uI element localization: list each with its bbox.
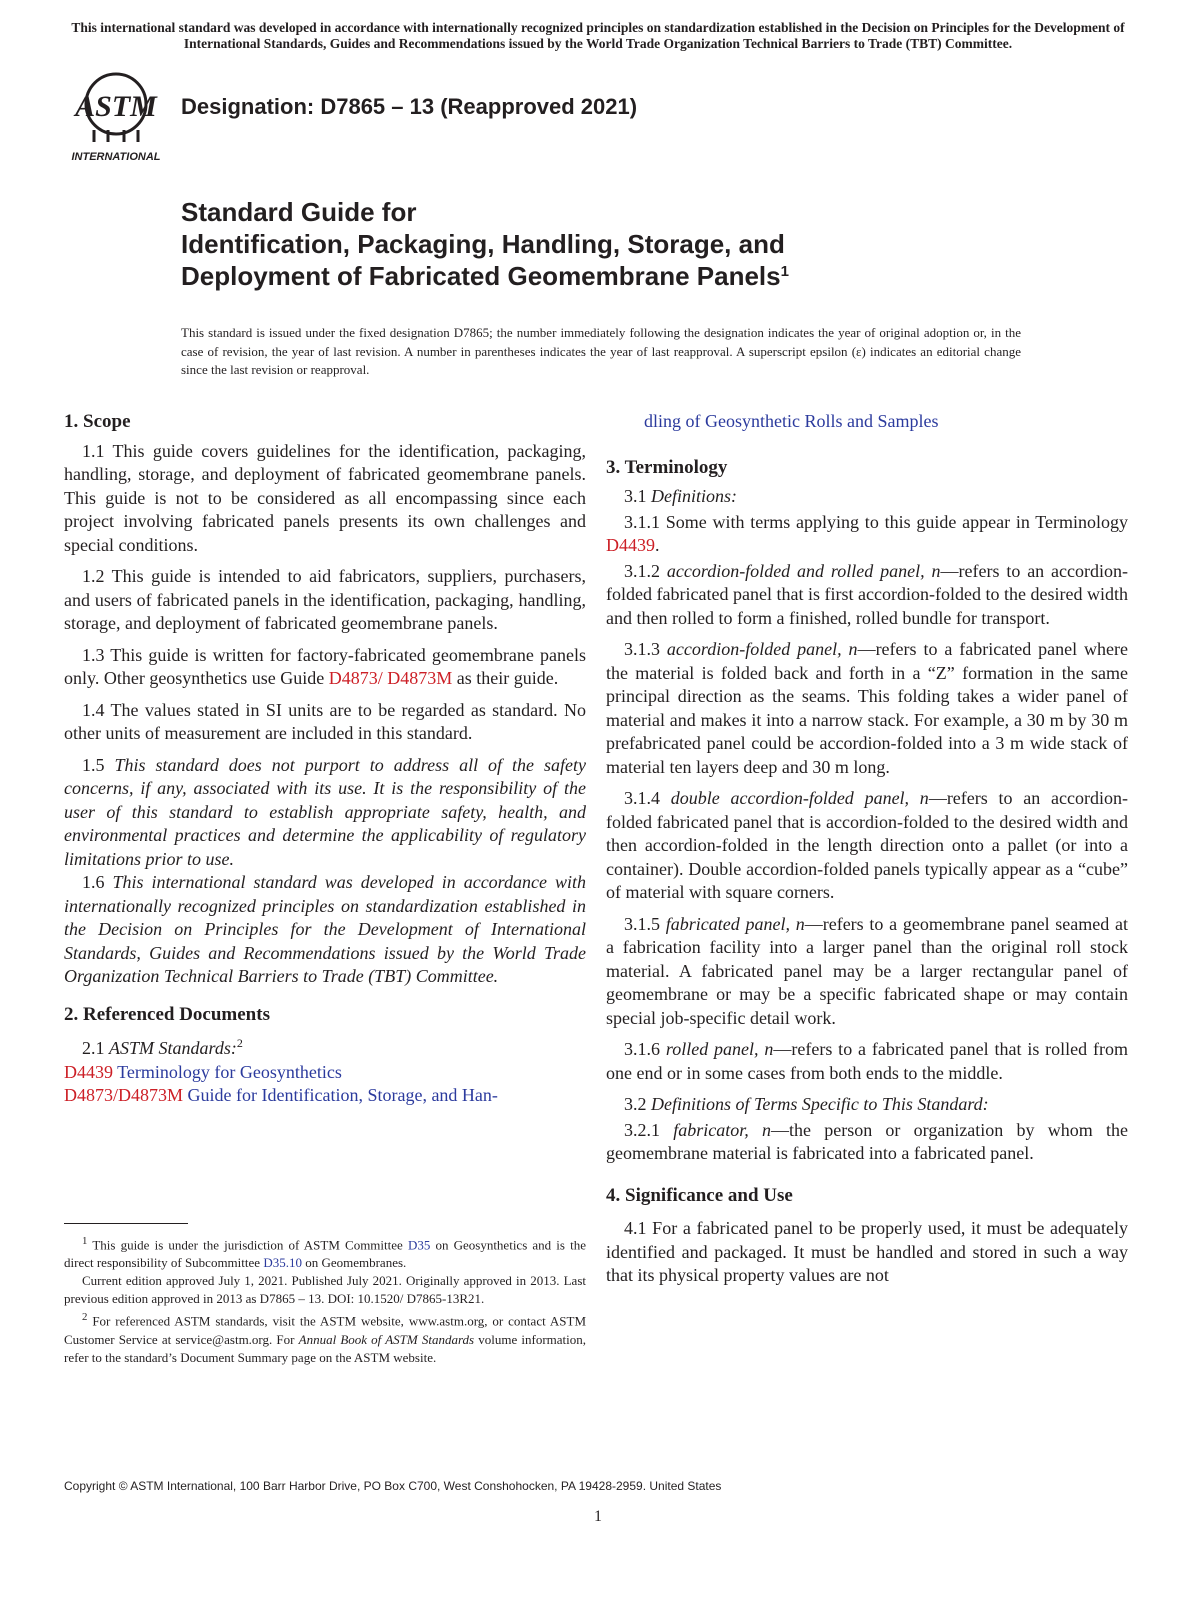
- footnotes: [64, 1232, 586, 1367]
- title-line-3: [181, 260, 1081, 292]
- para-3-1-1-text: 3.1.1 Some with terms applying to this guide appear in Terminology: [624, 511, 1128, 532]
- astm-logo: [64, 70, 168, 166]
- page-number: 1: [594, 1508, 602, 1525]
- link-d4873[interactable]: D4873/ D4873M: [328, 668, 453, 688]
- para-1-2: 1.2 This guide is intended to aid fabricators, suppliers, purchasers, and users of fabricated panels in the identification, packaging, handling, storage, and deployment of fabricated geomembrane panels.: [64, 566, 586, 633]
- footnote-2-sup: 2: [82, 1311, 88, 1324]
- para-1-5: [64, 754, 586, 872]
- para-3-1-text: Definitions:: [651, 486, 737, 506]
- para-1-3-tail: as their guide.: [452, 668, 559, 688]
- para-2-1: [64, 1032, 586, 1061]
- ref-d4873-title-cont[interactable]: dling of Geosynthetic Rolls and Samples: [644, 411, 939, 431]
- para-3-1-3: [606, 638, 1128, 779]
- para-3-2-text: Definitions of Terms Specific to This Standard:: [651, 1094, 989, 1114]
- section-2-heading: 2. Referenced Documents: [64, 1003, 270, 1025]
- para-2-1-text: ASTM Standards:: [109, 1038, 237, 1058]
- link-d4439[interactable]: D4439: [64, 1061, 113, 1082]
- para-1-1: 1.1 This guide covers guidelines for the identification, packaging, handling, storage, and deployment of fabricated geomembrane panels. This guide is not to be considered as all encompassing since each project involving fabricated panels presents its own challenges and special conditions.: [64, 440, 586, 555]
- para-3-1-3-text: —refers to a fabricated panel where the material is folded back and forth in a “Z” formation in the same principal direction as the seams. This folding takes a wider panel of material and makes it into a narrow stack. For example, a 30 m by 30 m prefabricated panel could be accordion-folded into a 3 m wide stack of material ten layers deep and 30 m long.: [606, 639, 1129, 777]
- footnote-1-edition: Current edition approved July 1, 2021. Published July 2021. Originally approved in 2013. Last previous edition approved in 2013 as D7865 – 13. DOI: 10.1520/ D7865-13R21.: [64, 1273, 586, 1307]
- astm-logo-icon: [64, 70, 168, 166]
- footnote-1-text-a: This guide is under the jurisdiction of ASTM Committee: [87, 1237, 408, 1253]
- footnote-divider: [64, 1223, 188, 1224]
- copyright-line: Copyright © ASTM International, 100 Barr Harbor Drive, PO Box C700, West Conshohocken, PA 19428-2959. United States: [64, 1479, 722, 1493]
- footnote-2-text-b: volume information, refer to the standard’s Document Summary page on the ASTM website.: [64, 1331, 586, 1365]
- para-3-1-1: [606, 511, 1128, 558]
- footnote-1-text-c: on Geomembranes.: [301, 1255, 407, 1271]
- term-double-accordion: double accordion-folded panel, n: [670, 788, 929, 808]
- logo-letters: ASTM: [75, 90, 157, 123]
- para-3-1-2: [606, 560, 1128, 631]
- link-d35-10[interactable]: D35.10: [263, 1255, 302, 1271]
- section-4-heading: 4. Significance and Use: [606, 1184, 793, 1206]
- para-1-6-text: This international standard was developed in accordance with internationally recognized principles on standardization established in the Decision on Principles for the Development of International Standards, Guides and Recommendations issued by the World Trade Organization Technical Barriers to Trade (TBT) Committee.: [64, 872, 586, 986]
- para-3-1-3-num: 3.1.3: [624, 639, 667, 659]
- para-3-1-4-text: —refers to an accordion-folded fabricated panel that is accordion-folded to the desired width and then accordion-folded in the length direction onto a pallet (or into a container). Double accordion-folded panels typically appear as a “cube” of material with square corners.: [606, 788, 1128, 902]
- para-2-1-num: 2.1: [82, 1038, 109, 1058]
- reference-d4873: [64, 1084, 586, 1108]
- title-line-2: Identification, Packaging, Handling, Storage, and: [181, 229, 785, 259]
- designation: Designation: D7865 – 13 (Reapproved 2021): [181, 94, 638, 119]
- para-3-2-1-text: —the person or organization by whom the geomembrane material is fabricated into a fabricated panel.: [606, 1119, 1128, 1163]
- link-d4439-term[interactable]: D4439: [606, 535, 655, 555]
- para-3-1-1-tail: .: [655, 535, 660, 555]
- ref-d4873-title[interactable]: Guide for Identification, Storage, and Han-: [183, 1085, 498, 1105]
- title-footnote-mark[interactable]: 1: [780, 263, 789, 280]
- para-1-5-num: 1.5: [82, 754, 115, 775]
- issued-under-notice: This standard is issued under the fixed designation D7865; the number immediately following the designation indicates the year of original adoption or, in the case of revision, the year of last revision. A number in parentheses indicates the year of last reapproval. A superscript epsilon (ε) indicates an editorial change since the last revision or reapproval.: [181, 325, 1021, 377]
- right-column: [606, 410, 1128, 1296]
- para-1-6: [64, 871, 586, 989]
- para-3-2-num: 3.2: [624, 1094, 651, 1114]
- footnote-1: [64, 1232, 586, 1272]
- para-1-5-text: This standard does not purport to address all of the safety concerns, if any, associated with its use. It is the responsibility of the user of this standard to establish appropriate safety, health, and environmental practices and determine the applicability of regulatory limitations prior to use.: [64, 754, 586, 869]
- para-3-1-6-num: 3.1.6: [624, 1039, 666, 1059]
- para-3-1-6-text: —refers to a fabricated panel that is rolled from one end or in some cases from both ends to the middle.: [606, 1039, 1129, 1083]
- para-1-3-text: 1.3 This guide is written for factory-fabricated geomembrane panels only. Other geosynthetics use Guide: [64, 644, 586, 688]
- para-3-1-4-num: 3.1.4: [624, 788, 671, 808]
- para-3-1-5: [606, 913, 1128, 1031]
- para-3-2-1: [606, 1119, 1128, 1166]
- para-1-4: 1.4 The values stated in SI units are to be regarded as standard. No other units of measurement are included in this standard.: [64, 699, 586, 743]
- para-3-1: [606, 485, 1128, 509]
- footnote-2: [64, 1308, 586, 1366]
- para-3-1-4: [606, 787, 1128, 905]
- para-3-1-5-text: —refers to a geomembrane panel seamed at a fabrication facility into a larger panel than the original roll stock material. A fabricated panel may be a larger rectangular panel of geomembrane or may be a specific fabricated shape or may contain special job-specific detail work.: [606, 913, 1129, 1028]
- footnote-1-mark: 1: [82, 1235, 88, 1247]
- term-fabricated-panel: fabricated panel, n: [665, 913, 805, 934]
- footnote-1-text-b: on Geosynthetics and is the direct responsibility of Subcommittee: [64, 1237, 586, 1271]
- para-3-2-1-num: 3.2.1: [624, 1119, 674, 1140]
- para-1-3: [64, 644, 586, 691]
- term-rolled-panel: rolled panel, n: [665, 1039, 774, 1059]
- para-3-1-num: 3.1: [624, 486, 651, 506]
- reference-d4439: [64, 1061, 586, 1085]
- term-fabricator: fabricator, n: [673, 1119, 771, 1140]
- para-3-1-2-text: —refers to an accordion-folded fabricated panel that is first accordion-folded to the desired width and then rolled to form a finished, rolled bundle for transport.: [606, 560, 1129, 628]
- section-1-heading: 1. Scope: [64, 411, 131, 432]
- footnote-2-italic: Annual Book of ASTM Standards: [298, 1331, 475, 1347]
- document-title: [181, 196, 1081, 292]
- logo-international: INTERNATIONAL: [71, 151, 161, 163]
- link-d4873-ref[interactable]: D4873/D4873M: [64, 1085, 184, 1105]
- para-3-1-2-num: 3.1.2: [624, 560, 667, 581]
- para-3-2: [606, 1093, 1128, 1117]
- section-3-heading: 3. Terminology: [606, 456, 728, 478]
- term-accordion-folded: accordion-folded panel, n: [666, 639, 858, 659]
- para-1-6-num: 1.6: [82, 872, 113, 892]
- title-line-1: Standard Guide for: [181, 197, 417, 227]
- link-d35[interactable]: D35: [407, 1237, 431, 1253]
- footnote-2-mark[interactable]: 2: [236, 1036, 243, 1050]
- title-line-3-text: Deployment of Fabricated Geomembrane Panels: [181, 261, 781, 291]
- para-4-1: 4.1 For a fabricated panel to be properly used, it must be adequately identified and packaged. It must be handled and stored in such a way that its physical property values are not: [606, 1218, 1128, 1285]
- tbt-notice: This international standard was developed in accordance with internationally recognized principles on standardization established in the Decision on Principles for the Development of International Standards, Guides and Recommendations issued by the World Trade Organization Technical Barriers to Trade (TBT) Committee.: [71, 20, 1125, 51]
- footnote-2-text-a: For referenced ASTM standards, visit the ASTM website, www.astm.org, or contact ASTM Customer Service at service@astm.org. For: [64, 1313, 586, 1347]
- ref-d4439-title[interactable]: Terminology for Geosynthetics: [113, 1061, 342, 1082]
- left-column: [64, 410, 586, 1108]
- para-3-1-6: [606, 1038, 1128, 1085]
- term-accordion-rolled: accordion-folded and rolled panel, n: [666, 560, 941, 581]
- para-3-1-5-num: 3.1.5: [624, 913, 666, 934]
